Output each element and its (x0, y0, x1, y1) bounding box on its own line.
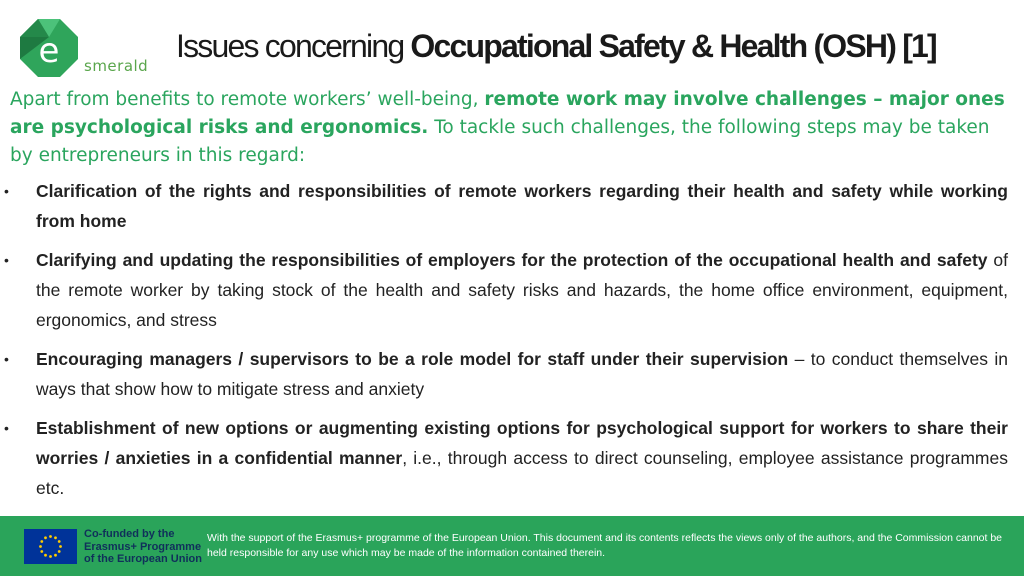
bullet-bold: Clarifying and updating the responsibilities of employers for the protection of the occupational health and safety (36, 250, 988, 270)
intro-part2: To tackle such challenges, the following steps may be taken by entrepreneurs in this regard: (10, 117, 990, 166)
footer-disclaimer: With the support of the Erasmus+ programme of the European Union. This document and its contents reflects the views only of the authors, and the Commission cannot be held responsible for any use which may be made of the information contained therein. (207, 532, 1003, 559)
bullet-dot-icon: • (4, 183, 9, 199)
bullet-dot-icon: • (4, 252, 9, 268)
esmerald-logo (18, 17, 150, 79)
title-bold: Occupational Safety & Health (OSH) [1] (410, 28, 936, 64)
footer-bar (0, 516, 1024, 576)
bullet-item (4, 344, 1008, 404)
eu-flag-icon (24, 529, 77, 564)
bullet-bold: Encouraging managers / supervisors to be a role model for staff under their supervision (36, 349, 789, 369)
bullet-dot-icon: • (4, 420, 9, 436)
intro-part1: Apart from benefits to remote workers’ well-being, (10, 89, 485, 110)
page-title (176, 28, 936, 65)
cofund-line: Co-funded by the (84, 528, 175, 540)
bullet-dot-icon: • (4, 351, 9, 367)
intro-paragraph (10, 86, 1012, 170)
bullet-item (4, 245, 1008, 335)
cofund-line: of the European Union (84, 553, 202, 565)
bullet-bold: Clarification of the rights and responsibilities of remote workers regarding their health and safety while working from home (36, 181, 1008, 231)
title-normal: Issues concerning (176, 28, 411, 64)
logo-wordmark: smerald (84, 57, 149, 75)
logo-letter: e (38, 31, 60, 71)
bullet-item (4, 413, 1008, 503)
bullet-item (4, 176, 1008, 236)
cofund-line: Erasmus+ Programme (84, 540, 202, 553)
intro-bold: remote work may involve challenges – major ones are psychological risks and ergonomics. (10, 89, 1005, 138)
cofund-label (84, 528, 202, 566)
bullet-rest: , i.e., through access to direct counseling, employee assistance programmes etc. (36, 448, 1008, 498)
bullet-list (4, 176, 1008, 512)
esmerald-logo-emblem (18, 17, 80, 79)
bullet-bold: Establishment of new options or augmenting existing options for psychological support for workers to share their worries / anxieties in a confidential manner (36, 418, 1008, 468)
bullet-rest: of the remote worker by taking stock of the health and safety risks and hazards, the home office environment, equipment, ergonomics, and stress (36, 250, 1008, 330)
bullet-rest: – to conduct themselves in ways that show how to mitigate stress and anxiety (36, 349, 1009, 399)
